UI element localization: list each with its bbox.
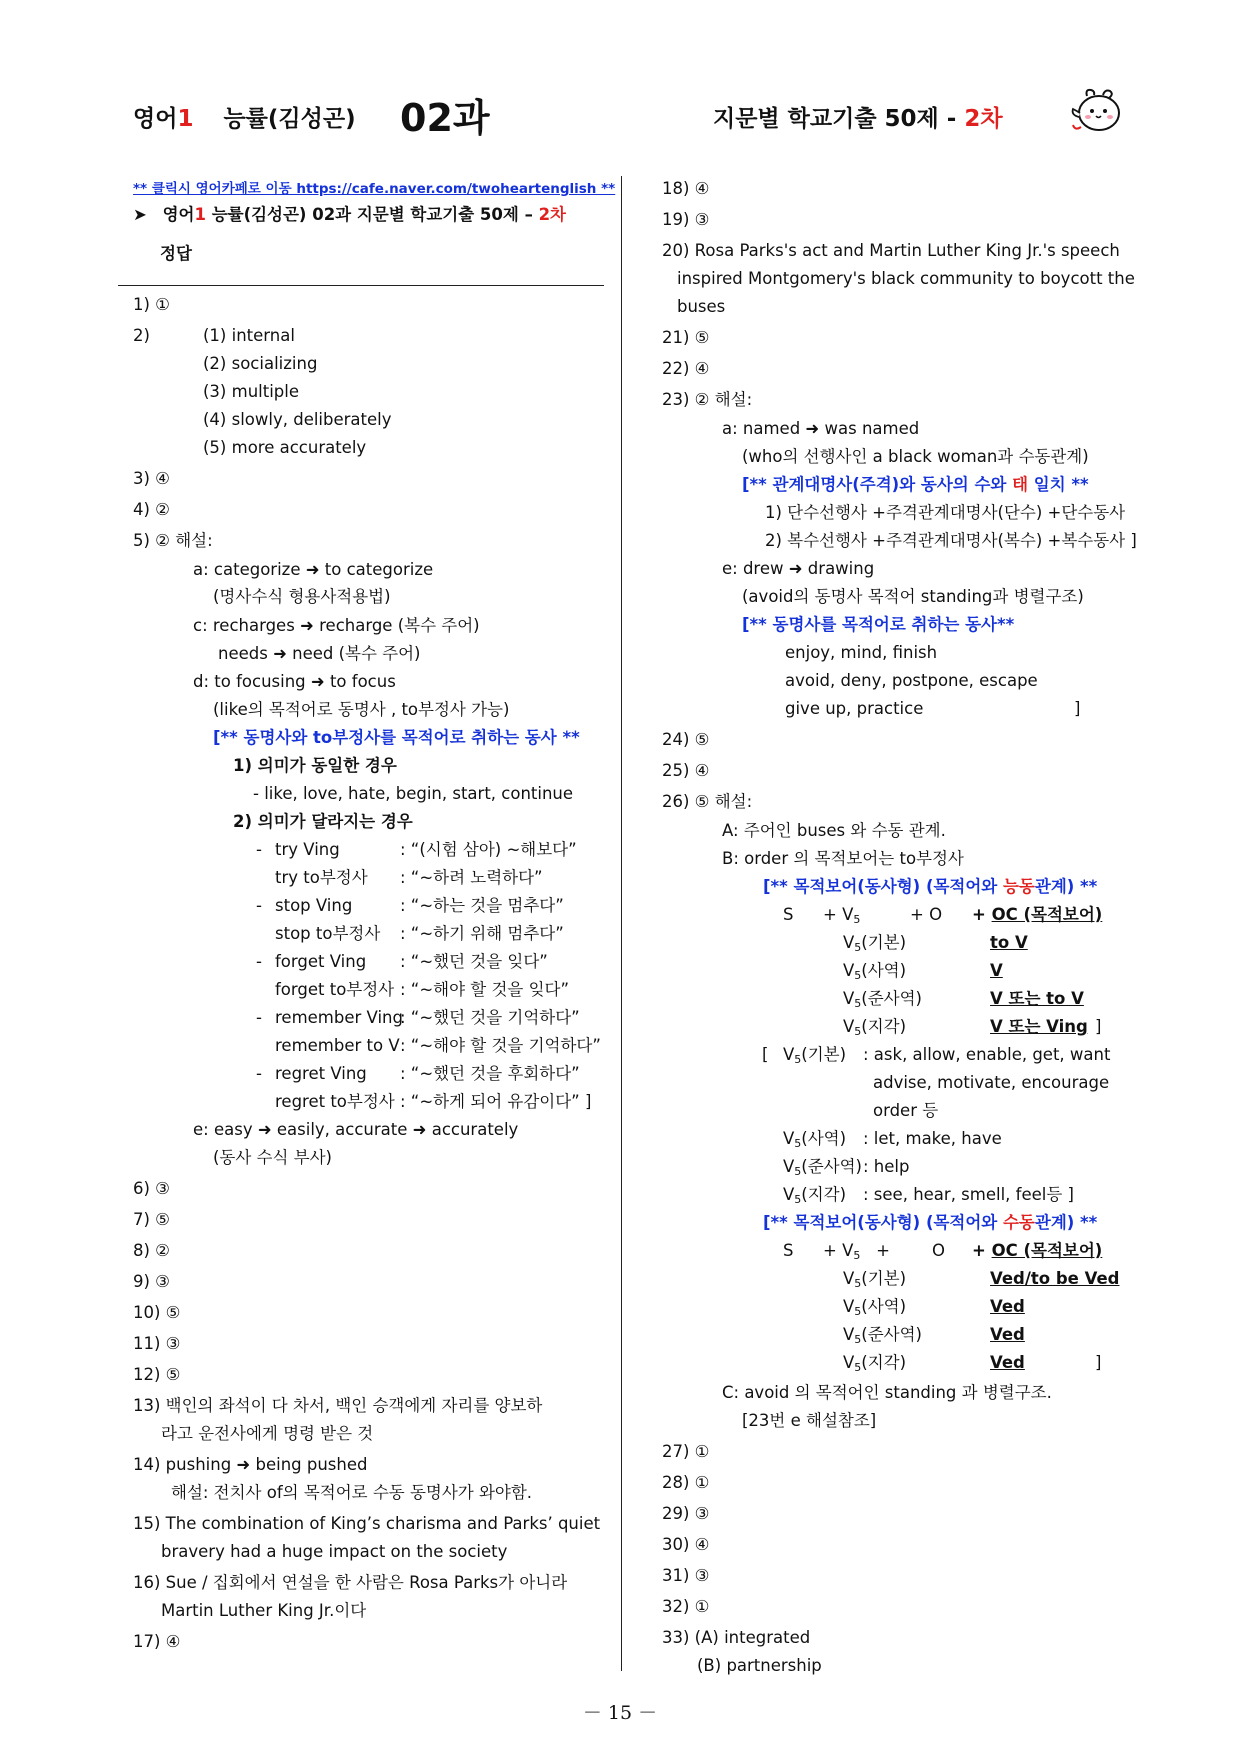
explanation-line: c: recharges ➜ recharge (복수 주어) [193, 616, 480, 635]
answer-33: 33) (A) integrated [662, 1628, 811, 1647]
cafe-link[interactable]: ** 클릭시 영어카페로 이동 https://cafe.naver.com/twoheartenglish ** [133, 181, 616, 197]
answer-7: 7) ⑤ [133, 1210, 170, 1229]
answer-32: 32) ① [662, 1597, 710, 1616]
pair-meaning: : “~했던 것을 후회하다” [400, 1064, 580, 1083]
answer-23: 23) ② 해설: [662, 390, 753, 409]
answer-5: 5) ② 해설: [133, 531, 213, 550]
page-number: － 15 － [582, 1702, 658, 1724]
answer-24: 24) ⑤ [662, 730, 710, 749]
pair-verb: try Ving [275, 840, 340, 859]
answer-13: 13) 백인의 좌석이 다 차서, 백인 승객에게 자리를 양보하 [133, 1396, 543, 1415]
grammar-list: - like, love, hate, begin, start, continue [253, 784, 574, 803]
grammar-box-title: [** 동명사와 to부정사를 목적어로 취하는 동사 ** [213, 728, 580, 747]
explanation-line: [23번 e 해설참조] [742, 1411, 877, 1430]
answer-27: 27) ① [662, 1442, 710, 1461]
answer-6: 6) ③ [133, 1179, 170, 1198]
explanation-line: A: 주어인 buses 와 수동 관계. [722, 821, 946, 840]
pair-verb: forget Ving [275, 952, 367, 971]
answer-15: 15) The combination of King’s charisma and Parks’ quiet [133, 1514, 601, 1533]
grammar-list: give up, practice [785, 699, 924, 718]
pair-dash: - [256, 1064, 262, 1083]
pair-meaning: : “~하게 되어 유감이다” ] [400, 1092, 592, 1111]
oc-value: Ved [990, 1297, 1025, 1316]
pair-meaning: : “~하려 노력하다” [400, 868, 543, 887]
answer-22: 22) ④ [662, 359, 710, 378]
answer-17: 17) ④ [133, 1632, 181, 1651]
v5-label: $V_5$(지각) [783, 1185, 847, 1206]
answer-29: 29) ③ [662, 1504, 710, 1523]
oc-value: to V [990, 933, 1028, 952]
oc-complement: + OC (목적보어) [972, 905, 1103, 924]
column-divider [621, 176, 622, 1671]
answer-16: 16) Sue / 집회에서 연설을 한 사람은 Rosa Parks가 아니라 [133, 1573, 568, 1592]
grammar-rule: 1) 단수선행사 +주격관계대명사(단수) +단수동사 [765, 503, 1126, 522]
answer-21: 21) ⑤ [662, 328, 710, 347]
v5-label: $V_5$(사역) [843, 961, 907, 982]
pair-meaning: : “~해야 할 것을 기억하다” [400, 1036, 601, 1055]
pair-meaning: : “~해야 할 것을 잊다” [400, 980, 570, 999]
bracket-close: ] [1095, 1353, 1102, 1372]
oc-object: O [932, 1241, 945, 1260]
oc-value: Ved/to be Ved [990, 1269, 1120, 1288]
header-title: 지문별 학교기출 50제 - 2차 [713, 106, 1003, 132]
answer-26: 26) ⑤ 해설: [662, 792, 753, 811]
pair-verb: try to부정사 [275, 868, 368, 887]
answer-33-cont: (B) partnership [697, 1656, 822, 1675]
answer-12: 12) ⑤ [133, 1365, 181, 1384]
explanation-line: (who의 선행사인 a black woman과 수동관계) [742, 447, 1089, 466]
bracket-open: [ [762, 1045, 769, 1064]
answer-label: 정답 [160, 244, 192, 263]
grammar-rule: 2) 복수선행사 +주격관계대명사(복수) +복수동사 ] [765, 531, 1137, 550]
oc-value: Ved [990, 1325, 1025, 1344]
answer-20-cont: buses [677, 297, 726, 316]
grammar-box-title: [** 관계대명사(주격)와 동사의 수와 태 일치 ** [742, 475, 1089, 494]
answer-4: 4) ② [133, 500, 170, 519]
v5-label: $V_5$(준사역) [783, 1157, 862, 1178]
bracket-close: ] [1095, 1017, 1102, 1036]
oc-verb: + $V_5$ [823, 905, 861, 926]
section-title: ➤ 영어1 능률(김성곤) 02과 지문별 학교기출 50제 – 2차 [133, 205, 566, 224]
answer-18: 18) ④ [662, 179, 710, 198]
answer-11: 11) ③ [133, 1334, 181, 1353]
oc-value: V 또는 to V [990, 989, 1084, 1008]
answer-19: 19) ③ [662, 210, 710, 229]
header-lesson: 02과 [400, 96, 490, 140]
pair-meaning: : “~하는 것을 멈추다” [400, 896, 564, 915]
pair-verb: remember to V [275, 1036, 400, 1055]
verb-list-values: : help [863, 1157, 910, 1176]
v5-label: $V_5$(준사역) [843, 1325, 922, 1346]
grammar-box-title: [** 목적보어(동사형) (목적어와 능동관계) ** [763, 877, 1098, 896]
explanation-line: a: categorize ➜ to categorize [193, 560, 434, 579]
verb-list-values: order 등 [873, 1101, 939, 1120]
explanation-line: C: avoid 의 목적어인 standing 과 병렬구조. [722, 1383, 1052, 1402]
pair-meaning: : “~하기 위해 멈추다” [400, 924, 564, 943]
v5-label: $V_5$(지각) [843, 1353, 907, 1374]
pair-meaning: : “~했던 것을 기억하다” [400, 1008, 580, 1027]
bracket-close: ] [1074, 699, 1081, 718]
grammar-subheading: 2) 의미가 달라지는 경우 [233, 812, 413, 831]
header-subject: 영어1 능률(김성곤) [133, 106, 356, 132]
pair-meaning: : “~했던 것을 잊다” [400, 952, 548, 971]
grammar-box-title: [** 동명사를 목적어로 취하는 동사** [742, 615, 1015, 634]
oc-value: V [990, 961, 1003, 980]
v5-label: $V_5$(기본) [783, 1045, 847, 1066]
explanation-line: e: drew ➜ drawing [722, 559, 875, 578]
answer-2-item: (5) more accurately [203, 438, 367, 457]
answer-2-item: (2) socializing [203, 354, 318, 373]
answer-9: 9) ③ [133, 1272, 170, 1291]
answer-2: 2) [133, 326, 150, 345]
grammar-subheading: 1) 의미가 동일한 경우 [233, 756, 397, 775]
answer-14-cont: 해설: 전치사 of의 목적어로 수동 동명사가 와야함. [171, 1483, 533, 1502]
answer-13-cont: 라고 운전사에게 명령 받은 것 [161, 1424, 374, 1443]
explanation-line: (동사 수식 부사) [213, 1148, 332, 1167]
bear-face-icon [1067, 87, 1125, 141]
answer-2-item: (4) slowly, deliberately [203, 410, 392, 429]
pair-dash: - [256, 1008, 262, 1027]
pair-dash: - [256, 840, 262, 859]
answer-25: 25) ④ [662, 761, 710, 780]
answer-2-item: (1) internal [203, 326, 295, 345]
oc-subject: S [783, 1241, 794, 1260]
explanation-line: (명사수식 형용사적용법) [213, 587, 391, 606]
pair-verb: forget to부정사 [275, 980, 395, 999]
answer-16-cont: Martin Luther King Jr.이다 [161, 1601, 367, 1620]
oc-verb: + $V_5$ + [823, 1241, 890, 1262]
explanation-line: e: easy ➜ easily, accurate ➜ accurately [193, 1120, 519, 1139]
answer-1: 1) ① [133, 295, 170, 314]
explanation-line: a: named ➜ was named [722, 419, 920, 438]
oc-value: Ved [990, 1353, 1025, 1372]
answer-28: 28) ① [662, 1473, 710, 1492]
explanation-line: B: order 의 목적보어는 to부정사 [722, 849, 964, 868]
oc-value: V 또는 Ving [990, 1017, 1088, 1036]
pair-verb: regret Ving [275, 1064, 367, 1083]
answer-20: 20) Rosa Parks's act and Martin Luther King Jr.'s speech [662, 241, 1120, 260]
explanation-line: (like의 목적어로 동명사 , to부정사 가능) [213, 700, 510, 719]
verb-list-values: : let, make, have [863, 1129, 1002, 1148]
pair-verb: stop Ving [275, 896, 353, 915]
v5-label: $V_5$(기본) [843, 933, 907, 954]
v5-label: $V_5$(준사역) [843, 989, 922, 1010]
answer-2-item: (3) multiple [203, 382, 299, 401]
pair-dash: - [256, 952, 262, 971]
answer-31: 31) ③ [662, 1566, 710, 1585]
explanation-line: needs ➜ need (복수 주어) [218, 644, 421, 663]
verb-list-values: : ask, allow, enable, get, want [863, 1045, 1111, 1064]
pair-verb: stop to부정사 [275, 924, 381, 943]
answer-14: 14) pushing ➜ being pushed [133, 1455, 368, 1474]
pair-dash: - [256, 896, 262, 915]
v5-label: $V_5$(사역) [783, 1129, 847, 1150]
answer-20-cont: inspired Montgomery's black community to boycott the [677, 269, 1135, 288]
oc-subject: S [783, 905, 794, 924]
explanation-line: (avoid의 동명사 목적어 standing과 병렬구조) [742, 587, 1084, 606]
grammar-box-title: [** 목적보어(동사형) (목적어와 수동관계) ** [763, 1213, 1098, 1232]
pair-verb: remember Ving [275, 1008, 403, 1027]
v5-label: $V_5$(기본) [843, 1269, 907, 1290]
answer-3: 3) ④ [133, 469, 170, 488]
answer-15-cont: bravery had a huge impact on the society [161, 1542, 508, 1561]
section-rule [118, 285, 604, 286]
pair-meaning: : “(시험 삼아) ~해보다” [400, 840, 577, 859]
grammar-list: enjoy, mind, finish [785, 643, 938, 662]
answer-10: 10) ⑤ [133, 1303, 181, 1322]
v5-label: $V_5$(사역) [843, 1297, 907, 1318]
verb-list-values: advise, motivate, encourage [873, 1073, 1110, 1092]
answer-30: 30) ④ [662, 1535, 710, 1554]
oc-complement: + OC (목적보어) [972, 1241, 1103, 1260]
explanation-line: d: to focusing ➜ to focus [193, 672, 396, 691]
oc-object: + O [910, 905, 943, 924]
grammar-list: avoid, deny, postpone, escape [785, 671, 1038, 690]
answer-8: 8) ② [133, 1241, 170, 1260]
v5-label: $V_5$(지각) [843, 1017, 907, 1038]
pair-verb: regret to부정사 [275, 1092, 395, 1111]
verb-list-values: : see, hear, smell, feel등 ] [863, 1185, 1074, 1204]
